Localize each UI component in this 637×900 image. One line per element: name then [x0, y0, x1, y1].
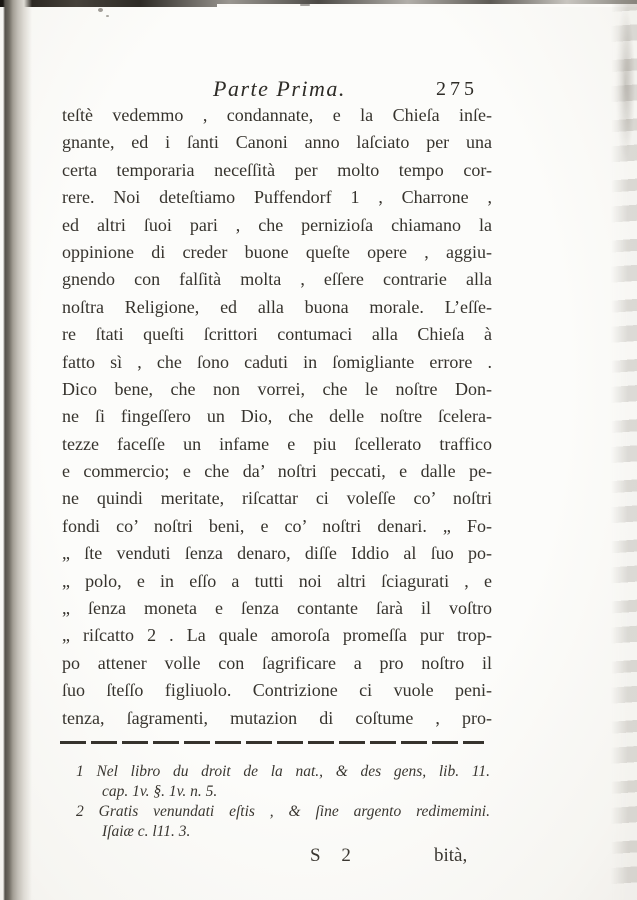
- text-line: tenza, ſagramenti, mutazion di coſtume , pro-: [62, 707, 492, 728]
- scan-top-edge-artifact: [0, 0, 637, 7]
- footnote-line: Iſaiæ c. l11. 3.: [102, 823, 191, 840]
- text-line: oppinione di creder buone queſte opere , aggiu-: [62, 241, 492, 262]
- ink-speck: [300, 4, 310, 6]
- text-line: „ ſte venduti ſenza denaro, diſſe Iddio al ſuo po-: [62, 543, 492, 564]
- text-line: „ riſcatto 2 . La quale amoroſa promeſſa pur trop-: [62, 625, 492, 646]
- text-line: rere. Noi deteſtiamo Puffendorf 1 , Charrone ,: [62, 187, 492, 208]
- footnote-line: 2 Gratis venundati eſtis , & ſine argento redimemini.: [76, 803, 490, 820]
- page-number: 275: [436, 78, 478, 100]
- signature-mark: S 2: [310, 845, 351, 866]
- text-line: fondi co’ noſtri beni, e co’ noſtri denari. „ Fo-: [62, 515, 492, 536]
- catchword: bità,: [434, 845, 468, 866]
- text-line: ed altri ſuoi pari , che pernizioſa chiamano la: [62, 214, 492, 235]
- text-line: certa temporaria neceſſità per molto tempo cor-: [62, 159, 492, 180]
- footnote-line: cap. 1v. §. 1v. n. 5.: [102, 783, 218, 800]
- text-line: re ſtati queſti ſcrittori contumaci alla Chieſa à: [62, 324, 492, 345]
- book-gutter-shadow: [0, 0, 32, 900]
- text-line: fatto sì , che ſono caduti in ſomigliante errore .: [62, 351, 492, 372]
- text-line: gnante, ed i ſanti Canoni anno laſciato per una: [62, 132, 492, 153]
- text-line: noſtra Religione, ed alla buona morale. L’eſſe-: [62, 296, 492, 317]
- ink-speck: [98, 8, 103, 12]
- text-line: e commercio; e che da’ noſtri peccati, e dalle pe-: [62, 461, 492, 482]
- scan-right-edge-artifact: [611, 0, 637, 900]
- text-line: ſuo ſteſſo figliuolo. Contrizione ci vuole peni-: [62, 680, 492, 701]
- text-line: gnendo con falſità molta , eſſere contrarie alla: [62, 269, 492, 290]
- text-line: „ ſenza moneta e ſenza contante ſarà il voſtro: [62, 598, 492, 619]
- text-line: Dico bene, che non vorrei, che le noſtre Don-: [62, 378, 492, 399]
- text-line: ne ſi fingeſſero un Dio, che delle noſtre ſcelera-: [62, 406, 492, 427]
- footnote-divider: [60, 741, 484, 744]
- text-line: po attener volle con ſagrificare a pro noſtro il: [62, 652, 492, 673]
- footnote-line: 1 Nel libro du droit de la nat., & des gens, lib. 11.: [76, 763, 490, 780]
- footnotes: [76, 762, 490, 842]
- running-header-title: Parte Prima.: [213, 76, 346, 101]
- text-line: ne quindi meritate, riſcattar ci voleſſe co’ noſtri: [62, 488, 492, 509]
- text-line: tezze faceſſe un infame e piu ſcellerato traffico: [62, 433, 492, 454]
- text-line: „ polo, e in eſſo a tutti noi altri ſciagurati , e: [62, 570, 492, 591]
- body-text: [62, 102, 492, 732]
- text-line: teſtè vedemmo , condannate, e la Chieſa inſe-: [62, 105, 492, 125]
